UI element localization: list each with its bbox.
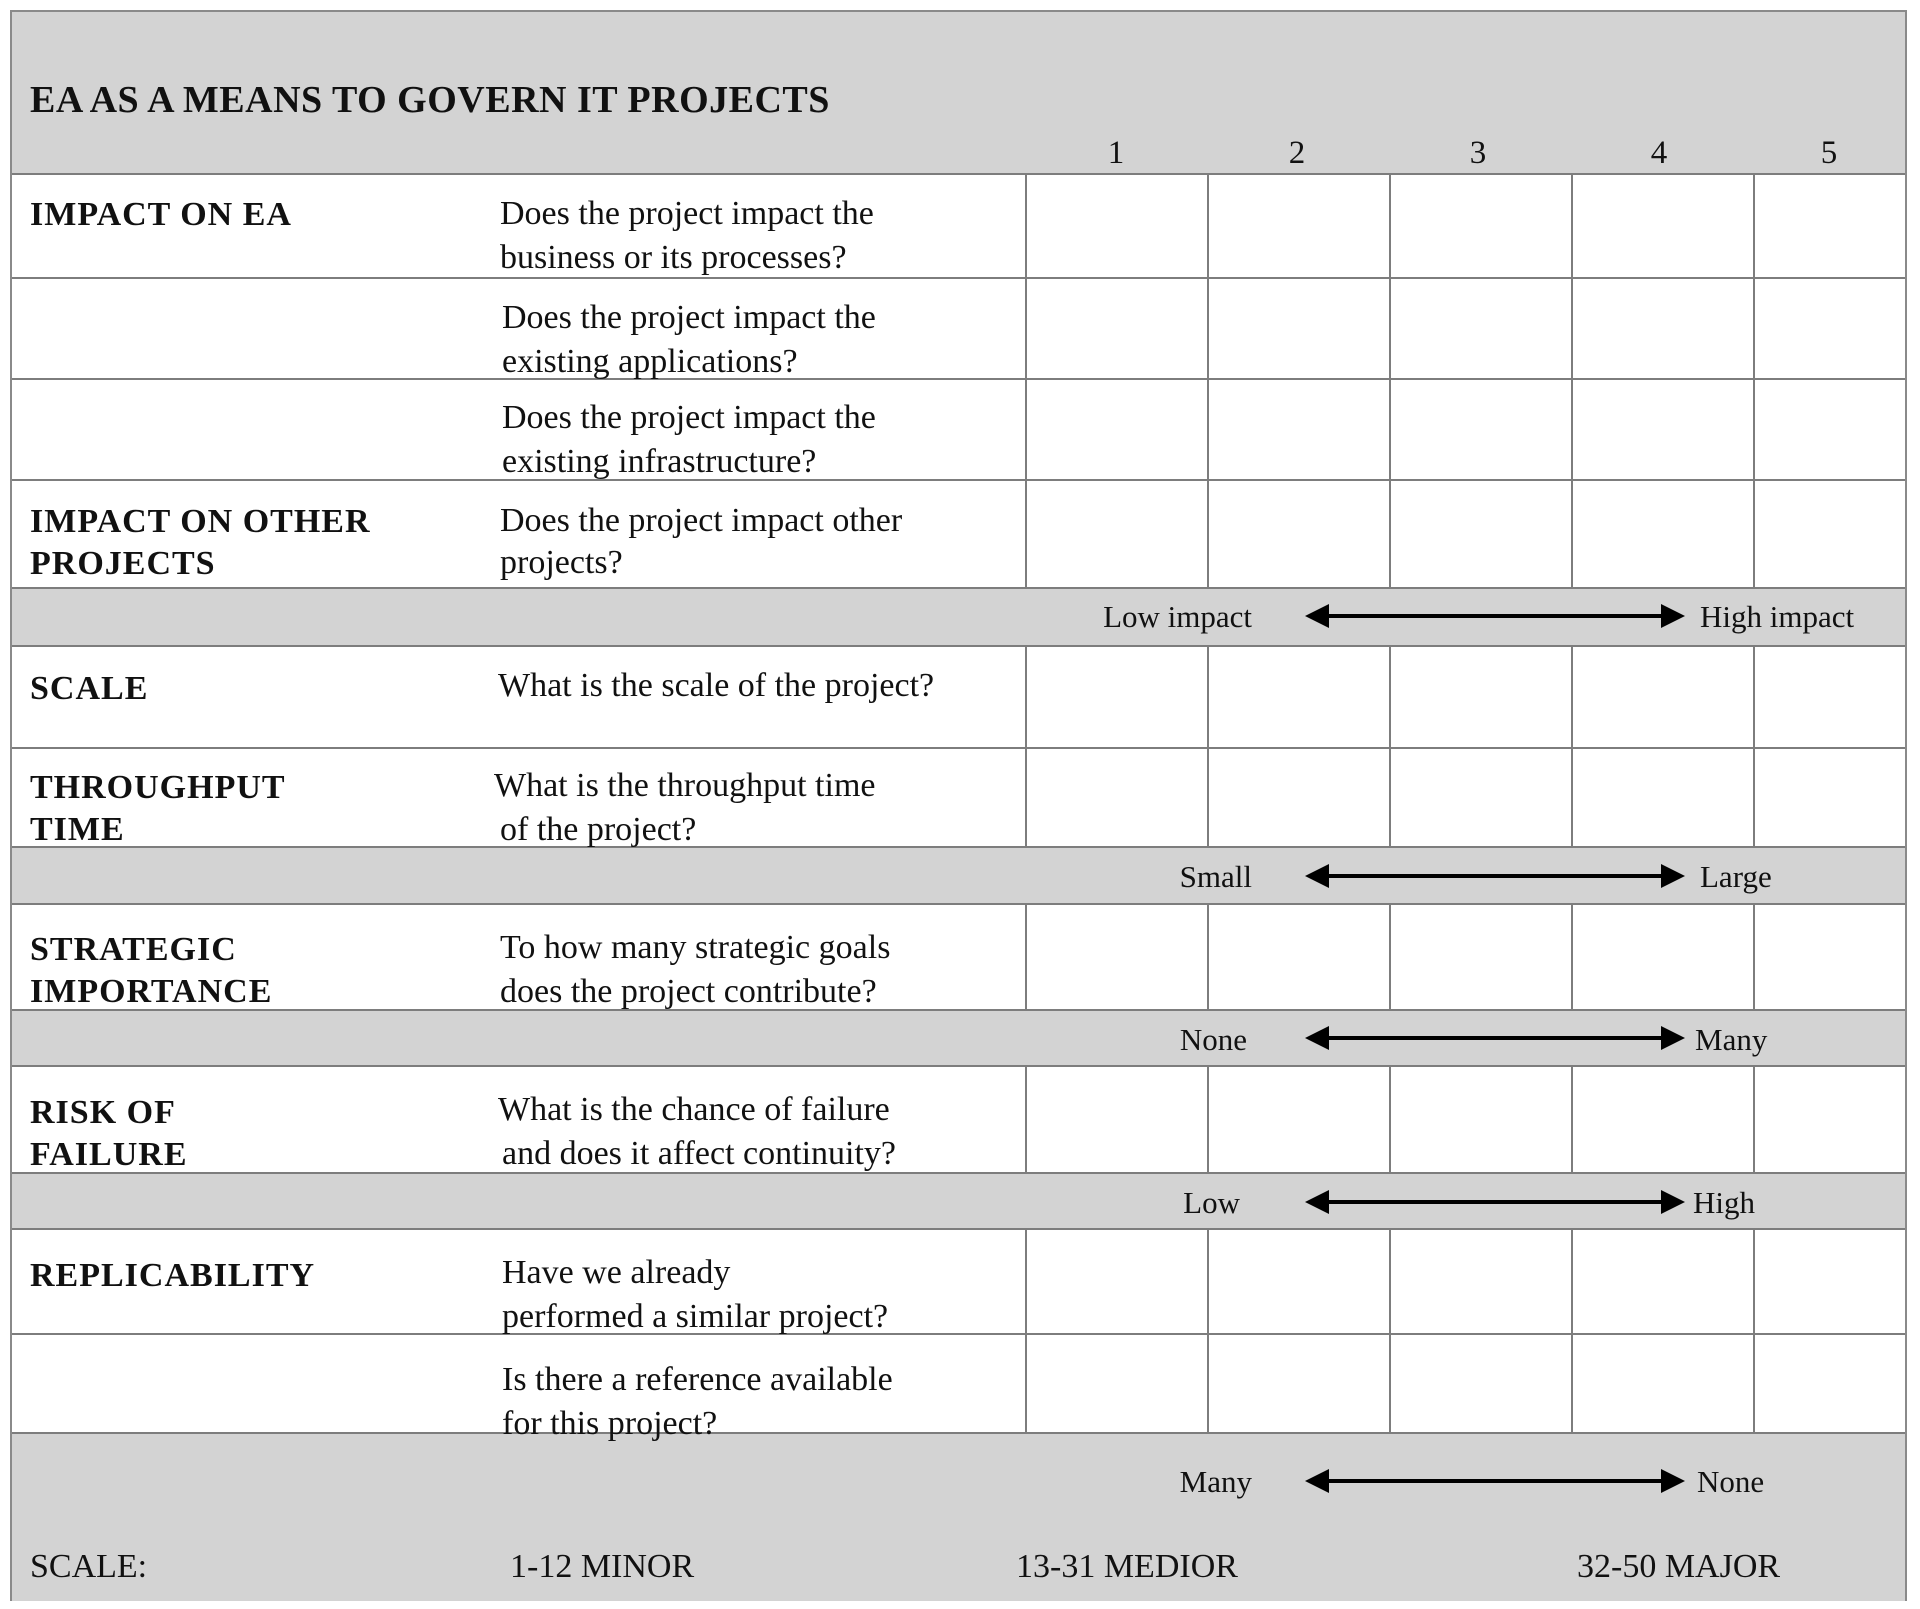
range-high-label: High xyxy=(1693,1185,1755,1220)
question-throughput-time: What is the throughput time of the project? xyxy=(494,767,876,848)
category-replicability: REPLICABILITY xyxy=(30,1257,316,1294)
double-arrow-icon xyxy=(1305,601,1685,631)
range-high-label: High impact xyxy=(1700,599,1855,634)
category-scale: SCALE xyxy=(30,670,149,707)
question-existing-infrastructure: Does the project impact the existing infrastructure? xyxy=(502,399,876,480)
column-header-5: 5 xyxy=(1820,135,1838,171)
double-arrow-icon xyxy=(1305,1023,1685,1053)
category-risk-of-failure: RISK OF FAILURE xyxy=(30,1094,188,1173)
range-high-label: Large xyxy=(1700,859,1772,894)
range-high-label: Many xyxy=(1695,1022,1768,1057)
double-arrow-icon xyxy=(1305,1187,1685,1217)
range-high-label: None xyxy=(1697,1464,1765,1499)
question-other-projects: Does the project impact other projects? xyxy=(500,502,903,581)
question-existing-applications: Does the project impact the existing applications? xyxy=(502,299,876,380)
column-header-1: 1 xyxy=(1107,135,1125,171)
question-scale: What is the scale of the project? xyxy=(498,667,935,704)
question-chance-of-failure: What is the chance of failure and does it affect continuity? xyxy=(498,1091,897,1172)
double-arrow-icon xyxy=(1305,861,1685,891)
question-similar-project: Have we already performed a similar project? xyxy=(502,1254,889,1335)
governance-table xyxy=(10,10,1907,1601)
range-low-label: Low xyxy=(1183,1185,1240,1220)
footer-medior: 13-31 MEDIOR xyxy=(1016,1548,1238,1585)
range-low-label: Low impact xyxy=(1103,599,1252,634)
column-header-4: 4 xyxy=(1650,135,1668,171)
category-impact-on-ea: IMPACT ON EA xyxy=(30,196,292,233)
footer-major: 32-50 MAJOR xyxy=(1577,1548,1781,1585)
question-business-processes: Does the project impact the business or its processes? xyxy=(500,195,874,276)
range-low-label: Small xyxy=(1179,859,1252,894)
question-reference-available: Is there a reference available for this project? xyxy=(502,1361,893,1442)
range-low-label: Many xyxy=(1179,1464,1252,1499)
column-header-3: 3 xyxy=(1469,135,1487,171)
range-low-label: None xyxy=(1179,1022,1247,1057)
footer-minor: 1-12 MINOR xyxy=(510,1548,695,1585)
page-title: EA AS A MEANS TO GOVERN IT PROJECTS xyxy=(30,79,830,121)
question-strategic-goals: To how many strategic goals does the project contribute? xyxy=(500,929,891,1010)
double-arrow-icon xyxy=(1305,1466,1685,1496)
category-strategic-importance: STRATEGIC IMPORTANCE xyxy=(30,931,273,1010)
footer-scale-label: SCALE: xyxy=(30,1548,148,1585)
category-throughput-time: THROUGHPUT TIME xyxy=(30,769,286,848)
category-impact-on-other-projects: IMPACT ON OTHER PROJECTS xyxy=(30,503,371,582)
column-header-2: 2 xyxy=(1288,135,1306,171)
